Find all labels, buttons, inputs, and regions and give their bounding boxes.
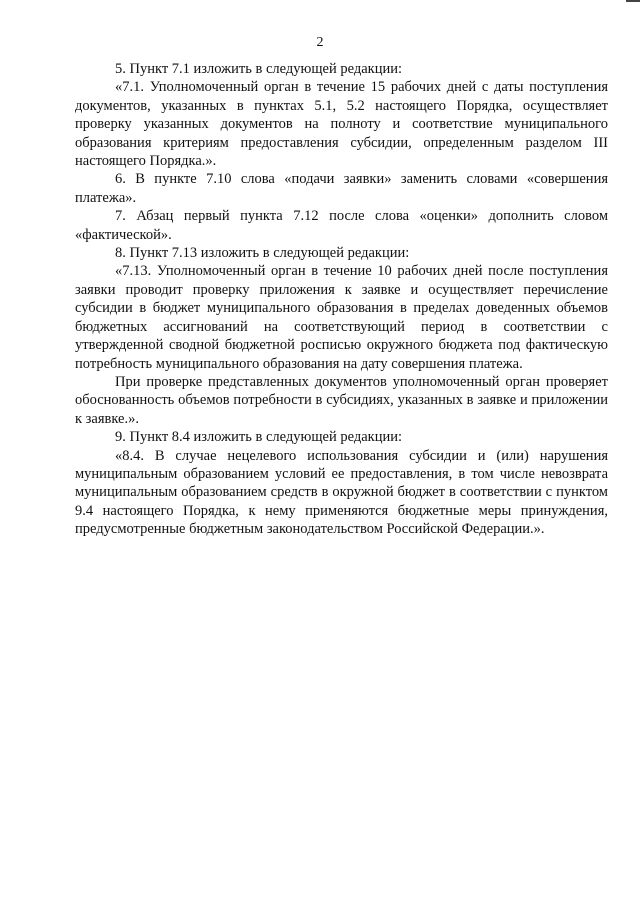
paragraph-item-5: 5. Пункт 7.1 изложить в следующей редакции: xyxy=(115,61,403,77)
paragraph-item-9: 9. Пункт 8.4 изложить в следующей редакции: xyxy=(115,429,403,446)
document-body xyxy=(75,60,608,539)
paragraph-item-7: 7. Абзац первый пункта 7.12 после слова «оценки» дополнить словом «фактической». xyxy=(75,208,608,243)
scan-corner-mark xyxy=(626,0,640,2)
paragraph-quote-8-4: «8.4. В случае нецелевого использования субсидии и (или) нарушения муниципальным образованием условий ее предоставления, в том числе невозврата муниципальным образованием средств в окружной бюджет в соответствии с пунктом 9.4 настоящего Порядка, к нему применяются бюджетные меры принуждения, предусмотренные бюджетным законодательством Российской Федерации.». xyxy=(75,447,608,538)
paragraph-item-6: 6. В пункте 7.10 слова «подачи заявки» заменить словами «совершения платежа». xyxy=(75,171,608,206)
paragraph-check-documents: При проверке представленных документов уполномоченный орган проверяет обоснованность объемов потребности в субсидиях, указанных в заявке и приложении к заявке.». xyxy=(75,373,608,427)
paragraph-quote-7-1: «7.1. Уполномоченный орган в течение 15 рабочих дней с даты поступления документов, указанных в пунктах 5.1, 5.2 настоящего Порядка, осуществляет проверку указанных документов на полноту и соответствие муниципального образования критериям предоставления субсидии, определенным разделом III настоящего Порядка.». xyxy=(75,79,608,170)
paragraph-quote-7-13: «7.13. Уполномоченный орган в течение 10 рабочих дней после поступления заявки проводит проверку приложения к заявке и осуществляет перечисление субсидии в бюджет муниципального образования в пределах доведенных объемов бюджетных ассигнований на соответствующий период в соответствии с утвержденной сводной бюджетной росписью окружного бюджета под фактическую потребность муниципального образования на дату совершения платежа. xyxy=(75,263,608,372)
page-number: 2 xyxy=(316,35,324,50)
paragraph-item-8: 8. Пункт 7.13 изложить в следующей редакции: xyxy=(115,245,410,262)
